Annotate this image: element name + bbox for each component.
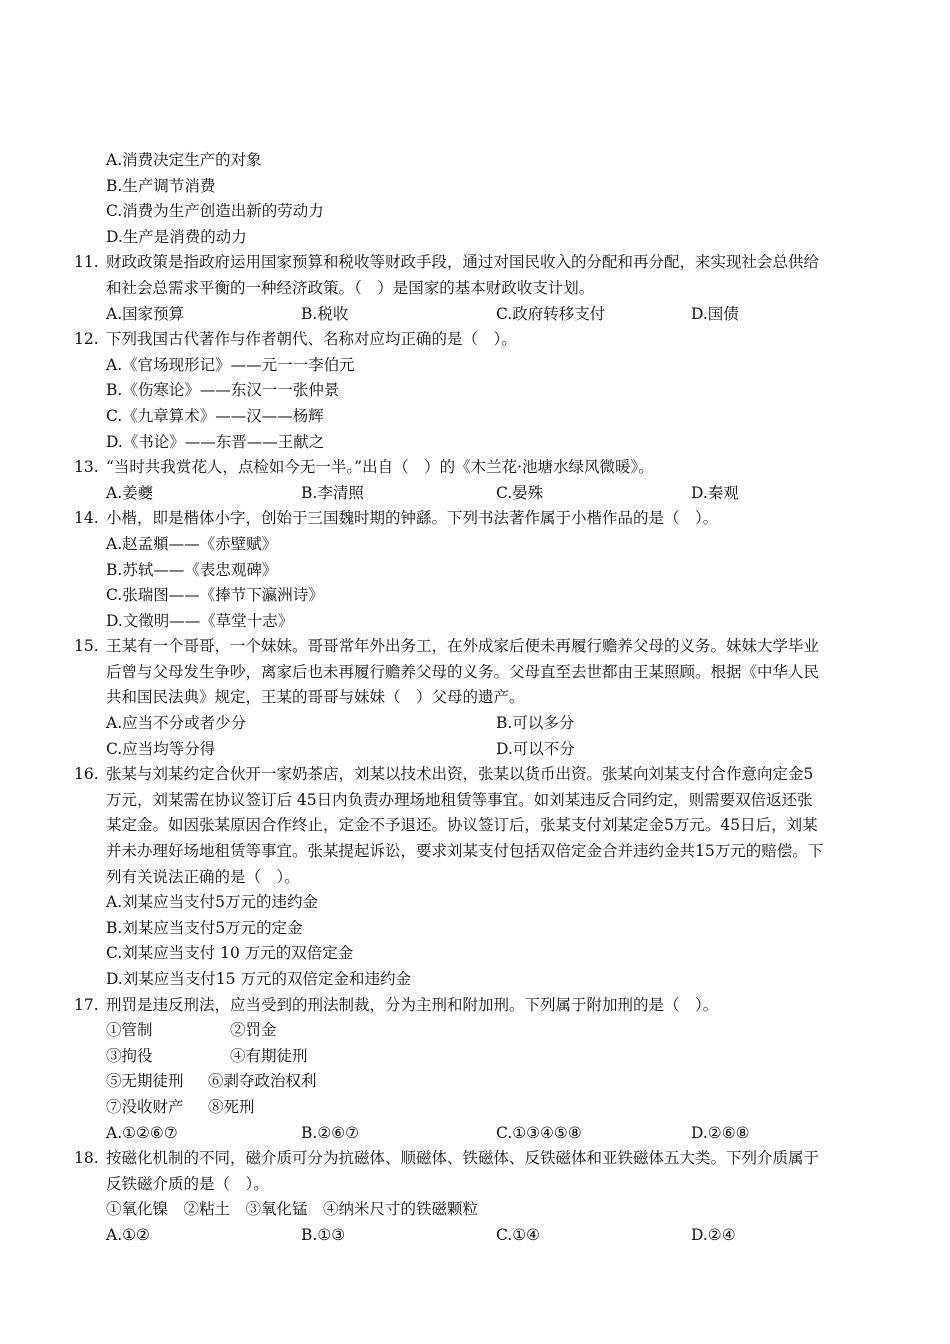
q15-options-row-1 (0, 711, 950, 737)
q13-option-d: D.秦观 (691, 483, 739, 502)
q15-stem-line-3: 共和国民法典》规定，王某的哥哥与妹妹（ ）父母的遗产。 (106, 688, 525, 707)
q14-stem-line-1 (0, 506, 950, 532)
q12-option-a: A.《官场现形记》——元一一李伯元 (106, 355, 355, 374)
q17-stem-line-1 (0, 993, 950, 1019)
q15-text-1: 王某有一个哥哥，一个妹妹。哥哥常年外出务工，在外成家后便未再履行赡养父母的义务。妹妹大学毕业 (106, 637, 820, 656)
q13-option-c: C.晏殊 (496, 483, 544, 502)
q17-item-2: ②罚金 (230, 1021, 277, 1040)
q14-option-b: B.苏轼——《表忠观碑》 (106, 560, 278, 579)
q10-option-a: A.消费决定生产的对象 (106, 151, 262, 169)
q17-text-1: 刑罚是违反刑法，应当受到的刑法制裁，分为主刑和附加刑。下列属于附加刑的是（ ）。 (106, 995, 719, 1014)
q12-option-d: D.《书论》——东晋——王献之 (106, 432, 325, 451)
q11-option-a: A.国家预算 (106, 304, 185, 323)
q18-option-a: A.①② (106, 1225, 150, 1244)
q18-option-b: B.①③ (301, 1225, 346, 1244)
q18-item-list: ①氧化镍 ②粘土 ③氧化锰 ④纳米尺寸的铁磁颗粒 (106, 1200, 479, 1219)
q15-number: 15. (74, 637, 99, 656)
q17-option-a: A.①②⑥⑦ (106, 1123, 178, 1142)
q11-text-1: 财政政策是指政府运用国家预算和税收等财政手段，通过对国民收入的分配和再分配，来实现社会总供给 (106, 253, 820, 272)
q13-options-row (0, 481, 950, 507)
q17-item-1: ①管制 (106, 1021, 153, 1040)
exam-page (0, 148, 950, 1249)
q11-option-d: D.国债 (691, 304, 739, 323)
q17-option-c: C.①③④⑤⑧ (496, 1123, 582, 1142)
q11-number: 11. (74, 253, 99, 272)
q12-number: 12. (74, 330, 99, 349)
q18-stem-line-2: 反铁磁介质的是（ ）。 (106, 1174, 269, 1193)
q18-number: 18. (74, 1149, 99, 1168)
q12-option-c: C.《九章算术》——汉——杨辉 (106, 406, 324, 425)
q17-options-row (0, 1121, 950, 1147)
q14-number: 14. (74, 509, 99, 528)
q13-option-a: A.姜夔 (106, 483, 154, 502)
q12-stem-line-1 (0, 327, 950, 353)
q14-option-a: A.赵孟頫——《赤壁赋》 (106, 534, 278, 553)
q16-option-b: B.刘某应当支付5万元的定金 (106, 918, 303, 937)
q16-stem-line-2: 万元，刘某需在协议签订后 45日内负责办理场地租赁等事宜。如刘某违反合同约定，则需要双倍返还张 (106, 790, 813, 809)
q18-option-c: C.①④ (496, 1225, 541, 1244)
q17-item-row-3 (0, 1069, 950, 1095)
q18-text-1: 按磁化机制的不同，磁介质可分为抗磁体、顺磁体、铁磁体、反铁磁体和亚铁磁体五大类。下列介质属于 (106, 1149, 820, 1168)
q12-option-b: B.《伤寒论》——东汉一一张仲景 (106, 381, 340, 400)
q18-options-row (0, 1223, 950, 1249)
q17-item-row-1 (0, 1018, 950, 1044)
q10-option-c: C.消费为生产创造出新的劳动力 (106, 202, 324, 221)
q15-option-c: C.应当均等分得 (106, 739, 216, 758)
q16-option-d: D.刘某应当支付15 万元的双倍定金和违约金 (106, 970, 411, 988)
q17-item-row-2 (0, 1044, 950, 1070)
q16-option-c: C.刘某应当支付 10 万元的双倍定金 (106, 944, 354, 963)
q13-option-b: B.李清照 (301, 483, 364, 502)
q11-stem-line-2: 和社会总需求平衡的一种经济政策。（ ）是国家的基本财政收支计划。 (106, 278, 595, 297)
q17-item-row-4 (0, 1095, 950, 1121)
q15-options-row-2 (0, 737, 950, 763)
q16-stem-line-5: 列有关说法正确的是（ ）。 (106, 867, 300, 886)
q16-stem-line-1 (0, 762, 950, 788)
q13-text-1: “当时共我赏花人，点检如今无一半。”出自（ ）的《木兰花·池塘水绿风微暖》。 (106, 458, 654, 477)
q11-stem-line-1 (0, 250, 950, 276)
q14-text-1: 小楷，即是楷体小字，创始于三国魏时期的钟繇。下列书法著作属于小楷作品的是（ ）。 (106, 509, 719, 528)
q14-option-c: C.张瑞图——《捧节下瀛洲诗》 (106, 586, 324, 605)
q15-option-b: B.可以多分 (496, 714, 575, 733)
q16-number: 16. (74, 765, 99, 784)
q12-text-1: 下列我国古代著作与作者朝代、名称对应均正确的是（ ）。 (106, 330, 517, 349)
q17-item-3: ③拘役 (106, 1046, 153, 1065)
q15-option-d: D.可以不分 (496, 739, 575, 758)
q10-option-d: D.生产是消费的动力 (106, 227, 247, 246)
q18-stem-line-1 (0, 1146, 950, 1172)
q14-option-d: D.文徵明——《草堂十志》 (106, 611, 294, 630)
q16-option-a: A.刘某应当支付5万元的违约金 (106, 893, 318, 912)
q17-option-d: D.②⑥⑧ (691, 1123, 750, 1142)
q17-number: 17. (74, 995, 99, 1014)
q17-item-7: ⑦没收财产 (106, 1097, 184, 1116)
q17-item-4: ④有期徒刑 (230, 1046, 308, 1065)
q17-item-5: ⑤无期徒刑 (106, 1072, 184, 1091)
q17-item-6: ⑥剥夺政治权利 (208, 1072, 317, 1091)
q15-stem-line-1 (0, 634, 950, 660)
q17-item-8: ⑧死刑 (208, 1097, 255, 1116)
q11-option-b: B.税收 (301, 304, 349, 323)
q16-stem-line-4: 并未办理好场地租赁等事宜。张某提起诉讼，要求刘某支付包括双倍定金合并违约金共15万元的赔偿。下 (106, 842, 824, 861)
q15-stem-line-2: 后曾与父母发生争吵，离家后也未再履行赡养父母的义务。父母直至去世都由王某照顾。根据《中华人民 (106, 662, 820, 681)
q13-number: 13. (74, 458, 99, 477)
q16-text-1: 张某与刘某约定合伙开一家奶茶店，刘某以技术出资，张某以货币出资。张某向刘某支付合作意向定金5 (106, 765, 814, 784)
q10-option-b: B.生产调节消费 (106, 176, 216, 195)
q13-stem-line-1 (0, 455, 950, 481)
q11-option-c: C.政府转移支付 (496, 304, 606, 323)
q18-option-d: D.②④ (691, 1225, 736, 1244)
q16-stem-line-3: 某定金。如因张某原因合作终止，定金不予退还。协议签订后，张某支付刘某定金5万元。45日后，刘某 (106, 816, 818, 835)
q17-option-b: B.②⑥⑦ (301, 1123, 360, 1142)
q11-options-row (0, 302, 950, 328)
q15-option-a: A.应当不分或者少分 (106, 714, 247, 733)
